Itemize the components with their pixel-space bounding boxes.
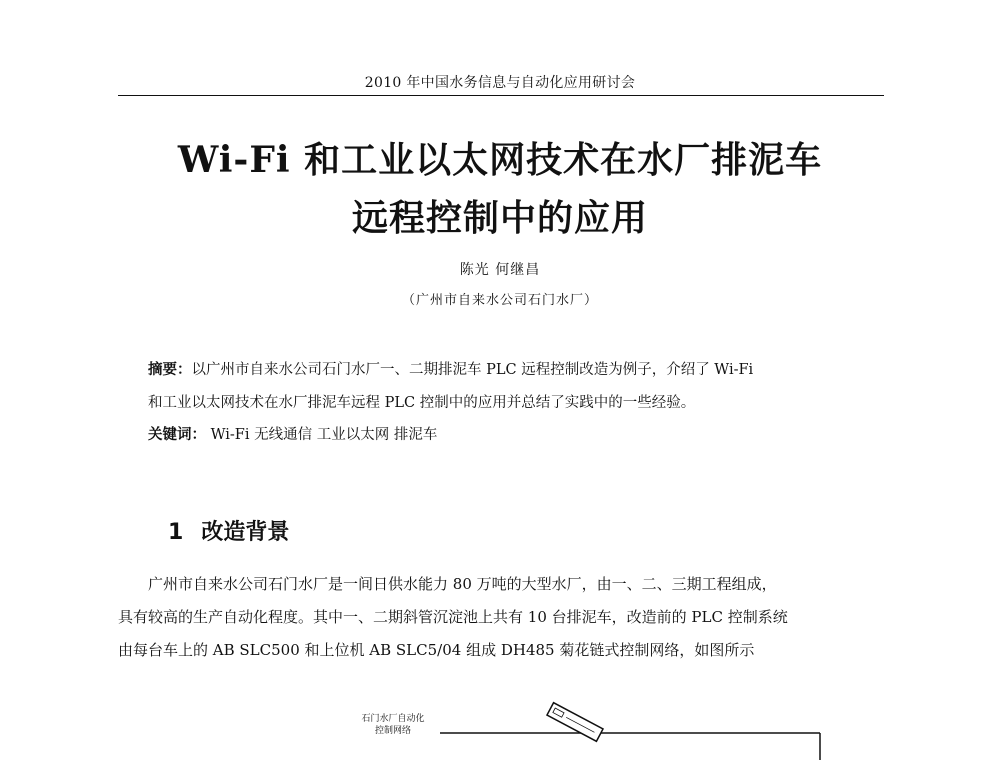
abstract-line-2: 和工业以太网技术在水厂排泥车远程 PLC 控制中的应用并总结了实践中的一些经验。 (148, 395, 696, 411)
section-title: 改造背景 (201, 520, 290, 545)
header-rule (118, 95, 884, 96)
affiliation: （广州市自来水公司石门水厂） (401, 293, 598, 308)
keywords-line (148, 425, 437, 445)
network-switch-icon (547, 703, 603, 742)
figure-label-line-1: 石门水厂自动化 (361, 714, 425, 724)
figure-label-line-2: 控制网络 (374, 726, 411, 736)
body-line-1: 广州市自来水公司石门水厂是一间日供水能力 80 万吨的大型水厂，由一、二、三期工程组成， (148, 575, 777, 593)
body-line-3: 由每台车上的 AB SLC500 和上位机 AB SLC5/04 组成 DH485 菊花链式控制网络，如图所示 (118, 641, 755, 659)
abstract-label: 摘要： (148, 362, 192, 378)
keywords-label: 关键词： (148, 427, 206, 443)
abstract-line-1 (148, 360, 753, 380)
body-line-2: 具有较高的生产自动化程度。其中一、二期斜管沉淀池上共有 10 台排泥车，改造前的 PLC 控制系统 (118, 608, 788, 626)
paper-title-line-1: Wi-Fi 和工业以太网技术在水厂排泥车 (177, 139, 823, 181)
abstract-text-1: 以广州市自来水公司石门水厂一、二期排泥车 PLC 远程控制改造为例子，介绍了 Wi-Fi (191, 362, 754, 378)
section-heading (168, 515, 289, 546)
network-diagram-fragment (0, 700, 1000, 760)
section-number: 1 (168, 520, 184, 545)
keywords-text: Wi-Fi 无线通信 工业以太网 排泥车 (206, 427, 438, 443)
authors: 陈光 何继昌 (459, 262, 541, 278)
paper-title-line-2: 远程控制中的应用 (351, 197, 648, 239)
running-header: 2010 年中国水务信息与自动化应用研讨会 (364, 75, 636, 91)
